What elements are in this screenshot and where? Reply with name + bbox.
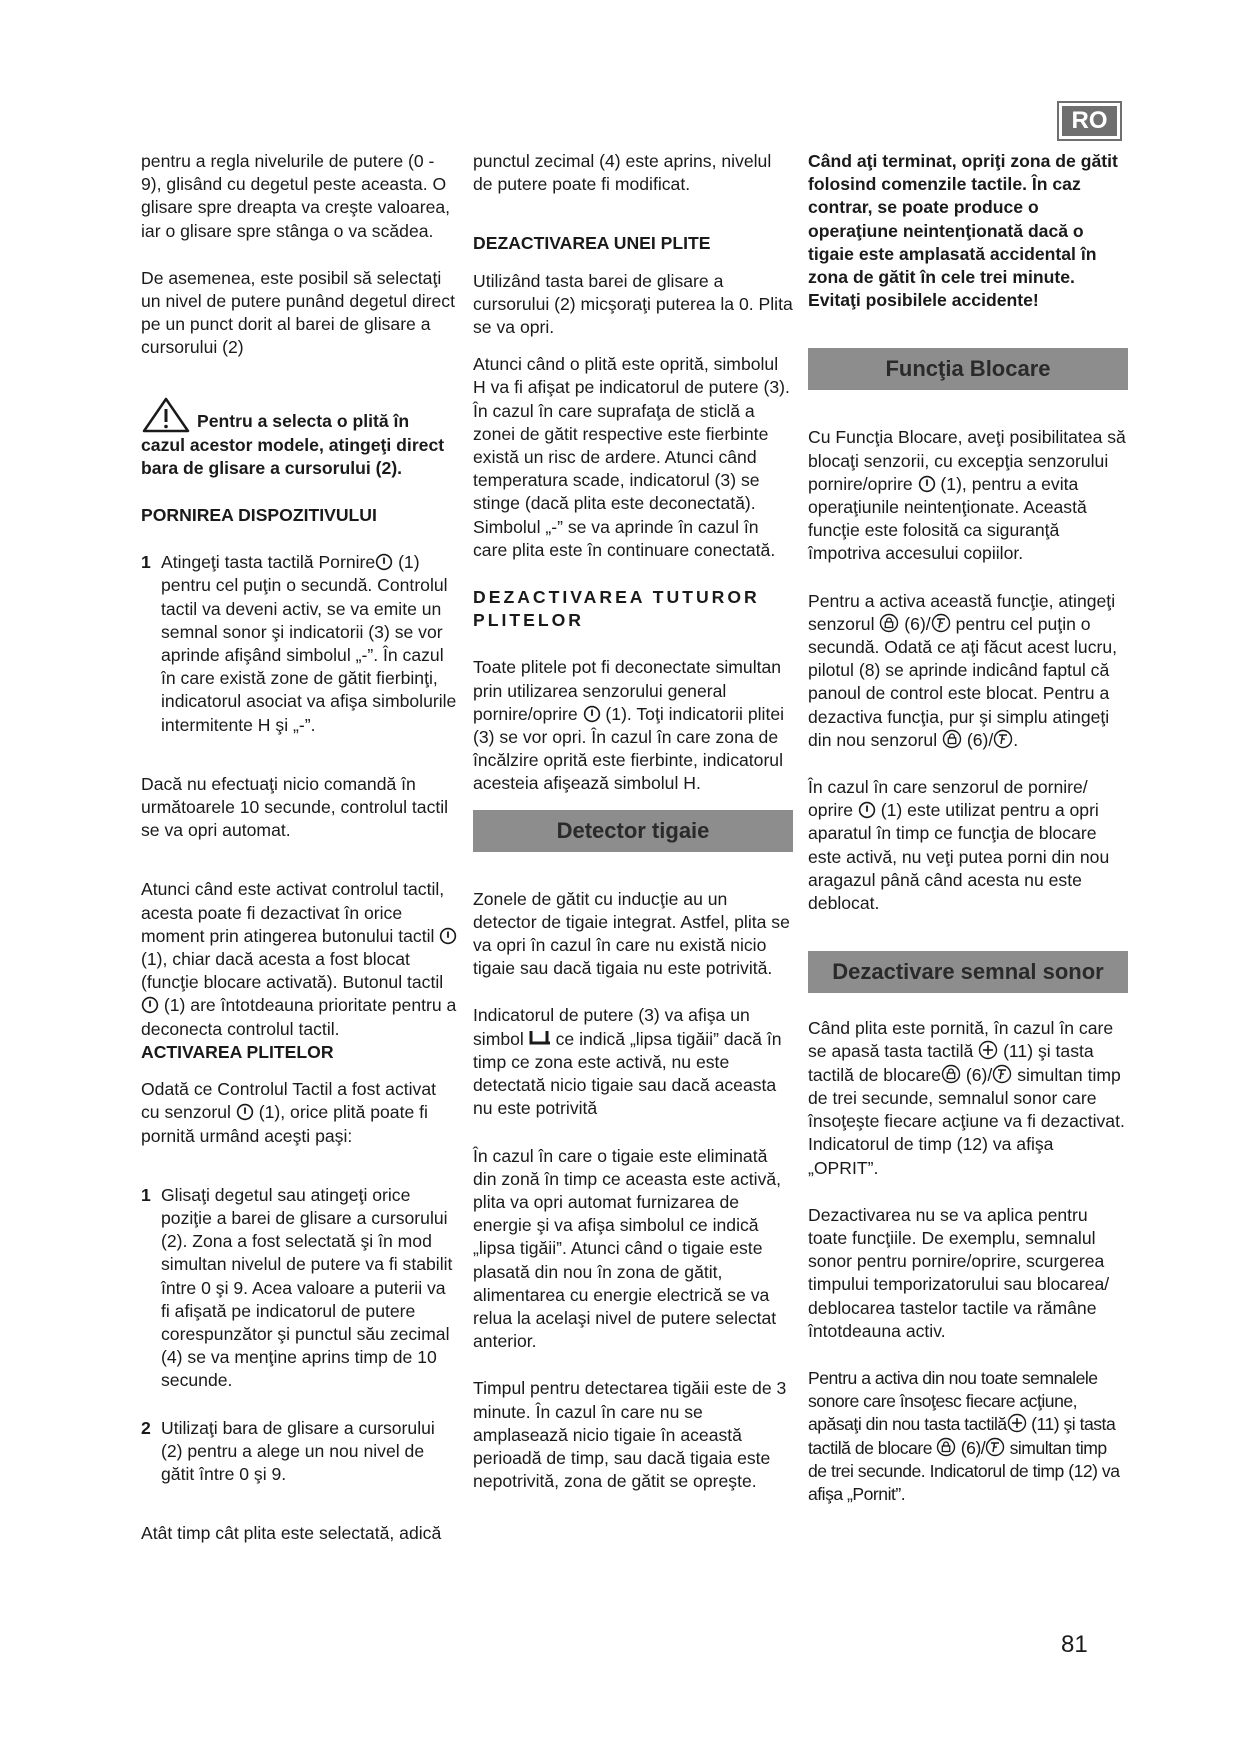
key-icon bbox=[993, 729, 1013, 749]
lock-ref: (6)/ bbox=[966, 729, 994, 750]
paragraph-auto-off: Dacă nu efectuaţi nicio comandă în următoarele 10 secunde, controlul tactil se va opri automat. bbox=[141, 773, 449, 841]
language-badge: RO bbox=[1059, 103, 1120, 139]
lock-ref: (6)/ bbox=[904, 613, 931, 634]
paragraph-slider-adjust: pentru a regla nivelurile de putere (0 - 9), glisând cu degetul peste aceasta. O glisare spre dreapta va creşte valoarea, iar o glisare spre stânga o va scădea. bbox=[141, 151, 451, 241]
step-number: 1 bbox=[141, 552, 151, 573]
paragraph-lock-power-cont: (1) este utilizat pentru a opri aparatul în timp ce funcţia de blocare este activă, nu veţi putea porni din nou aragazul până când acesta nu este deblocat. bbox=[808, 800, 1110, 914]
paragraph-deactivate-cont: (1), chiar dacă acesta a fost blocat (funcţie blocare activată). Butonul tactil bbox=[141, 949, 444, 993]
paragraph-sound-exceptions: Dezactivarea nu se va aplica pentru toate funcţiile. De exemplu, semnalul sonor pentru pornire/oprire, scurgerea timpului temporizatorului sau blocarea/ deblocarea tastelor tactile va rămâne întotdeauna activ. bbox=[808, 1204, 1110, 1341]
paragraph-pan-detector: Zonele de gătit cu inducţie au un detector de tigaie integrat. Astfel, plita se va opri în cazul în care nu există nicio tigaie sau dacă tigaia nu este potrivită. bbox=[473, 888, 790, 979]
warning-triangle-icon bbox=[141, 396, 191, 434]
plus-icon bbox=[1007, 1413, 1027, 1433]
section-dezactivare-semnal: Dezactivare semnal sonor bbox=[808, 951, 1128, 993]
power-icon bbox=[858, 801, 876, 819]
warning-text-rest: cazul acestor modele, atingeţi direct bara de glisare a cursorului (2). bbox=[141, 434, 445, 478]
paragraph-decimal-point: punctul zecimal (4) este aprins, nivelul de putere poate fi modificat. bbox=[473, 151, 772, 195]
paragraph-all-off-cont: (1). Toţi indicatorii plitei (3) se vor opri. În cazul în care zona de încălzire oprită este fierbinte, indicatorul acesteia afişează simbolul H. bbox=[473, 703, 785, 794]
paragraph-sound-on: Pentru a activa din nou toate semnalele sonore care însoţesc fiecare acţiune, apăsaţi din nou tasta tactilă bbox=[808, 1367, 1098, 1435]
paragraph-no-pan-symbol: Indicatorul de putere (3) va afişa un simbol bbox=[473, 1005, 750, 1049]
power-icon bbox=[439, 927, 457, 945]
column-middle bbox=[473, 150, 793, 1493]
key-icon bbox=[931, 613, 951, 633]
paragraph-sound-off-d: simultan timp de trei secunde, semnalul sonor care însoţeşte fiecare acţiune va fi dezactivat. Indicatorul de timp (12) va afişa „OPRIT”. bbox=[808, 1064, 1125, 1178]
plus-icon bbox=[978, 1040, 998, 1060]
paragraph-safety-warning: Când aţi terminat, opriţi zona de gătit folosind comenzile tactile. În caz contrar, se poate produce o operaţiune neintenţionată dacă o tigaie este amplasată accidental în zona de gătit în cele trei minute. Evitaţi posibilele accidente! bbox=[808, 151, 1118, 311]
paragraph-no-pan-symbol-cont: ce indică „lipsa tigăii” dacă în timp ce zona este activă, nu este detectată nicio tigaie sau dacă aceasta nu este potrivită bbox=[473, 1028, 782, 1119]
power-icon bbox=[236, 1103, 254, 1121]
paragraph-sound-off-b: (11) şi tasta tactilă de blocare bbox=[808, 1041, 1094, 1085]
lock-end: . bbox=[1013, 729, 1019, 750]
power-icon bbox=[583, 705, 601, 723]
lock-icon bbox=[936, 1437, 956, 1457]
paragraph-sound-on-d: simultan timp de trei secunde. Indicatorul de timp (12) va afişa „Pornit”. bbox=[808, 1437, 1120, 1504]
heading-activare: ACTIVAREA PLITELOR bbox=[141, 1041, 334, 1062]
step-activare-2 bbox=[141, 1417, 459, 1487]
paragraph-lock-intro: Cu Funcţia Blocare, aveţi posibilitatea să blocaţi senzorii, cu excepţia senzorului pornire/oprire bbox=[808, 427, 1126, 494]
step-activare-1 bbox=[141, 1184, 459, 1393]
lock-icon bbox=[941, 1064, 961, 1084]
heading-pornire: PORNIREA DISPOZITIVULUI bbox=[141, 505, 377, 526]
no-pan-icon bbox=[529, 1030, 551, 1046]
key-icon bbox=[985, 1437, 1005, 1457]
paragraph-sound-on-b: (11) şi tasta tactilă de blocare bbox=[808, 1414, 1116, 1458]
section-detector-tigaie: Detector tigaie bbox=[473, 810, 793, 852]
step-text-cont: (1) pentru cel puţin o secundă. Controlul tactil va deveni activ, se va emite un semnal sonor şi indicatorii (3) se vor aprinde afişând simbolul „-”. În cazul în care există zone de gătit fierbinţi, indicatorul asociat va afişa simbolurile intermitente H şi „-”. bbox=[161, 552, 457, 735]
column-left bbox=[141, 150, 459, 1545]
paragraph-lock-intro-cont: (1), pentru a evita operaţiunile neintenţionate. Această funcţie este folosită ca siguranţă împotriva accesului copiilor. bbox=[808, 473, 1087, 564]
warning-note bbox=[141, 396, 459, 434]
lock-ref: (6)/ bbox=[965, 1064, 993, 1085]
heading-dezactivare-plita: DEZACTIVAREA UNEI PLITE bbox=[473, 233, 711, 254]
paragraph-sound-off: Când plita este pornită, în cazul în care se apasă tasta tactilă bbox=[808, 1018, 1114, 1062]
step-number: 1 bbox=[141, 1184, 151, 1205]
step-number: 2 bbox=[141, 1417, 151, 1438]
paragraph-selected: Atât timp cât plita este selectată, adică bbox=[141, 1523, 442, 1544]
lock-icon bbox=[879, 613, 899, 633]
column-right bbox=[808, 150, 1128, 1506]
step-text: Glisaţi degetul sau atingeţi orice poziţie a barei de glisare a cursorului (2). Zona a fost selectată şi în mod simultan nivelul de putere va fi stabilit între 0 şi 9. Acea valoare a puterii va fi afişată pe indicatorul de putere corespunzător şi punctul său zecimal (4) se va menţine aprins timp de 10 secunde. bbox=[161, 1184, 453, 1391]
step-text: Utilizaţi bara de glisare a cursorului (2) pentru a alege un nou nivel de gătit între 0 şi 9. bbox=[161, 1417, 435, 1484]
lock-ref: (6)/ bbox=[960, 1437, 986, 1458]
step-pornire bbox=[141, 551, 459, 737]
paragraph-activate-cont: (1), orice plită poate fi pornită urmând aceşti paşi: bbox=[141, 1102, 428, 1146]
paragraph-all-off: Toate plitele pot fi deconectate simultan prin utilizarea senzorului general pornire/oprire bbox=[473, 657, 782, 724]
paragraph-detection-time: Timpul pentru detectarea tigăii este de 3 minute. În cazul în care nu se amplasează nicio tigaie în această perioadă de timp, sau dacă tigaia este nepotrivită, zona de gătit se opreşte. bbox=[473, 1378, 787, 1492]
warning-text-lead: Pentru a selecta o plită în bbox=[197, 411, 410, 432]
lock-icon bbox=[942, 729, 962, 749]
power-icon bbox=[375, 553, 393, 571]
page-number: 81 bbox=[1061, 1631, 1088, 1658]
section-functia-blocare: Funcţia Blocare bbox=[808, 348, 1128, 390]
heading-dezactivare-toate: DEZACTIVAREA TUTUROR PLITELOR bbox=[473, 587, 760, 631]
key-icon bbox=[992, 1064, 1012, 1084]
paragraph-deactivate: Atunci când este activat controlul tactil, acesta poate fi dezactivat în orice moment prin atingerea butonului tactil bbox=[141, 879, 445, 946]
paragraph-residual-heat: Atunci când o plită este oprită, simbolul H va fi afişat pe indicatorul de putere (3). În cazul în care suprafaţa de sticlă a zonei de gătit respective este fierbinte există un risc de ardere. Atunci când temperatura scade, indicatorul (3) se stinge (dacă plita este deconectată). Simbolul „-” se va aprinde în cazul în care plita este în continuare conectată. bbox=[473, 354, 790, 560]
step-text: Atingeţi tasta tactilă Pornire bbox=[161, 552, 376, 573]
paragraph-direct-select: De asemenea, este posibil să selectaţi un nivel de putere punând degetul direct pe un punct dorit al barei de glisare a cursorului (2) bbox=[141, 267, 455, 358]
paragraph-lock-activate: Pentru a activa această funcţie, atingeţi senzorul bbox=[808, 590, 1116, 634]
power-icon bbox=[141, 996, 159, 1014]
paragraph-lock-power: În cazul în care senzorul de pornire/ oprire bbox=[808, 777, 1088, 821]
paragraph-pan-removed: În cazul în care o tigaie este eliminată din zonă în timp ce aceasta este activă, plita va opri automat furnizarea de energie şi va afişa simbolul ce indică „lipsa tigăii”. Atunci când o tigaie este plasată din nou în zona de gătit, alimentarea cu energie electrică se va relua la acelaşi nivel de putere selectat anterior. bbox=[473, 1145, 782, 1352]
paragraph-lock-activate-cont: pentru cel puţin o secundă. Odată ce aţi făcut acest lucru, pilotul (8) se aprinde indicând faptul că panoul de control este blocat. Pentru a dezactiva funcţia, pur şi simplu atingeţi din nou senzorul bbox=[808, 613, 1118, 750]
paragraph-reduce-power: Utilizând tasta barei de glisare a cursorului (2) micşoraţi puterea la 0. Plita se va opri. bbox=[473, 270, 793, 338]
power-icon bbox=[918, 475, 936, 493]
paragraph-deactivate-end: (1) are întotdeauna prioritate pentru a deconecta controlul tactil. bbox=[141, 995, 457, 1039]
paragraph-activate: Odată ce Controlul Tactil a fost activat cu senzorul bbox=[141, 1079, 437, 1123]
